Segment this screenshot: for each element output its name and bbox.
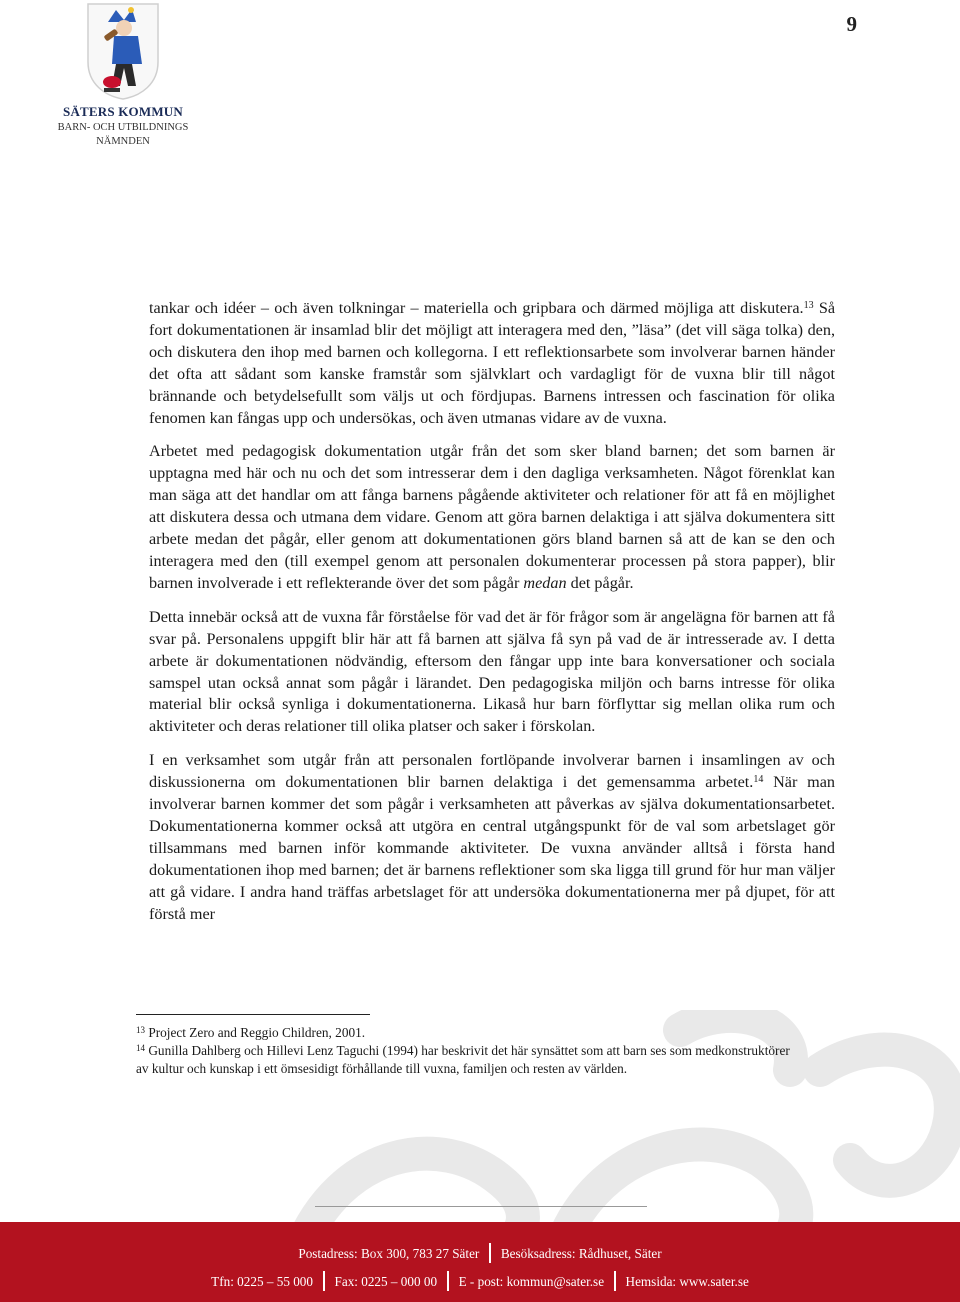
- paragraph-2: [149, 441, 835, 594]
- footer-separator: [614, 1271, 616, 1291]
- p2-text-b: det pågår.: [566, 573, 634, 592]
- footer-band: [0, 1222, 960, 1302]
- footnote-14: [136, 1042, 856, 1060]
- org-sub-line1: BARN- OCH UTBILDNINGS: [57, 122, 189, 133]
- footnote-13-number: 13: [136, 1025, 145, 1035]
- p4-text-b: När man involverar barnen kommer det som pågår i verksamheten att påverkas av själva dokumentationsarbetet. Dokumentationerna kommer också att utgöra en central utgångspunkt för de val som arbetslaget gör tillsammans med barnen inför kommande aktiviteter. De vuxna använder alltså i första hand dokumentationen ihop med barnen; det är barnens reflektioner som ska ligga till grund för hur man väljer att gå vidare. I andra hand träffas arbetslaget för att undersöka dokumentationerna mer på djupet, för att förstå mer: [149, 773, 835, 923]
- footnote-divider: [136, 1014, 370, 1015]
- org-name: SÄTERS KOMMUN: [63, 104, 183, 119]
- body-text: [149, 298, 835, 937]
- footnote-13: [136, 1024, 856, 1042]
- footnote-13-text: Project Zero and Reggio Children, 2001.: [145, 1025, 366, 1040]
- paragraph-1: [149, 298, 835, 429]
- municipality-logo: [56, 2, 190, 148]
- coat-of-arms-icon: [86, 2, 160, 100]
- p2-emphasis: medan: [523, 573, 567, 592]
- website-link[interactable]: Hemsida: www.sater.se: [625, 1274, 749, 1289]
- footer-row-contact: [0, 1271, 960, 1291]
- footnotes: [136, 1024, 856, 1078]
- fax-number: Fax: 0225 – 000 00: [334, 1274, 438, 1289]
- paragraph-4: [149, 750, 835, 925]
- footer-separator: [489, 1243, 491, 1263]
- footer-separator: [447, 1271, 449, 1291]
- footnote-ref-13[interactable]: 13: [803, 300, 814, 311]
- visiting-address: Besöksadress: Rådhuset, Säter: [500, 1246, 662, 1261]
- footnote-ref-14[interactable]: 14: [753, 774, 764, 786]
- p2-text-a: Arbetet med pedagogisk dokumentation utgår från det som sker bland barnen; det som barnen är upptagna med här och nu och det som intresserar dem i den dagliga verksamheten. Något förenklat kan man säga att det handlar om att fånga barnens pågående aktiviteter och relationer för att få en möjlighet att diskutera dessa och utmana dem vidare. Genom att göra barnen delaktiga i att själva dokumentera sitt arbete medan det pågår, eller genom att dokumentationen görs bland barnen så att de kan se den och interagera med den (till exempel genom att personalen dokumenterar processen på stora papper), blir barnen involverade i ett reflekterande över det som pågår: [149, 442, 835, 592]
- footnote-14-number: 14: [136, 1043, 145, 1053]
- org-sub-line2: NÄMNDEN: [96, 136, 150, 147]
- paragraph-3: Detta innebär också att de vuxna får förståelse för vad det är för frågor som är angelägna för barnen att få svar på. Personalens uppgift blir här att få barnen att själva få syn på vad de är intresserade av. I detta arbete är dokumentationen nödvändig, eftersom den fångar upp inte bara konversationer och sociala samspel utan också annat som pågår i lärandet. Den pedagogiska miljön och barns intresse för olika material blir också synliga i dokumentationerna. Likaså hur barn förflyttar sig mellan olika rum och aktiviteter och deras relationer till olika platser och saker i förskolan.: [149, 607, 835, 736]
- footnote-14-text: Gunilla Dahlberg och Hillevi Lenz Taguchi (1994) har beskrivit det här synsättet som att barn ses som medkonstruktörer: [145, 1043, 790, 1058]
- footer-divider: [315, 1206, 647, 1207]
- p4-text-a: I en verksamhet som utgår från att personalen fortlöpande involverar barnen i insamlingen av och diskussionerna om dokumentationen blir barnen delaktiga i det gemensamma arbetet.: [149, 751, 835, 792]
- page-number: 9: [846, 12, 857, 36]
- email-link[interactable]: E - post: kommun@sater.se: [458, 1274, 605, 1289]
- postal-address: Postadress: Box 300, 783 27 Säter: [298, 1246, 480, 1261]
- phone-number: Tfn: 0225 – 55 000: [211, 1274, 313, 1289]
- footnote-14-continuation: av kultur och kunskap i ett ömsesidigt förhållande till vuxna, familjen och resten av världen.: [136, 1061, 628, 1076]
- p1-text-b: Så fort dokumentationen är insamlad blir det möjligt att interagera med den, ”läsa” (det vill säga tolka) den, och diskutera den ihop med barnen och kollegorna. I ett reflektionsarbete som involverar barnen händer det ofta att sådant som kanske framstår som självklart och vardagligt för de vuxna blir till något brännande och betydelsefullt som väljs ut och fördjupas. Barnens intressen och fascination för olika fenomen kan fångas upp och undersökas, och även utmanas vidare av de vuxna.: [149, 299, 836, 427]
- footer-separator: [323, 1271, 325, 1291]
- footer-row-addresses: [0, 1243, 960, 1263]
- p1-text-a: tankar och idéer – och även tolkningar – materiella och gripbara och därmed möjliga att diskutera.: [149, 299, 804, 317]
